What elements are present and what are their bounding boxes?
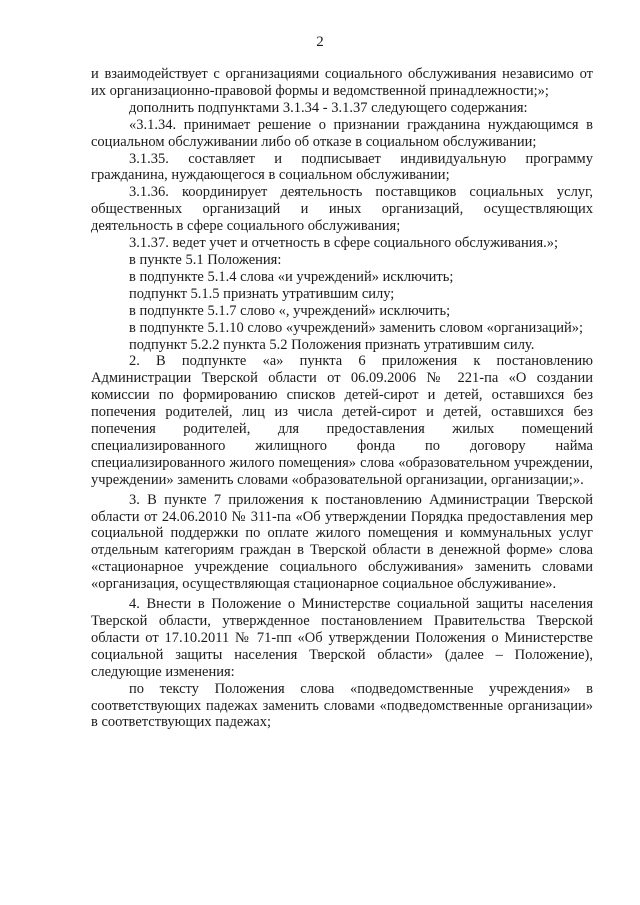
paragraph: 3.1.37. ведет учет и отчетность в сфере социального обслуживания.»;	[129, 235, 559, 252]
paragraph: 3.1.35. составляет и подписывает индивидуальную программу гражданина, нуждающегося в социальном обслуживании;	[91, 150, 593, 184]
paragraph: и взаимодействует с организациями социального обслуживания независимо от их организационно-правовой формы и ведомственной принадлежности;»;	[91, 66, 593, 99]
page-number: 2	[316, 34, 324, 50]
paragraph: в подпункте 5.1.4 слова «и учреждений» исключить;	[129, 268, 454, 285]
paragraph: 3. В пункте 7 приложения к постановлению Администрации Тверской области от 24.06.2010 № 311-па «Об утверждении Порядка предоставления мер социальной поддержки по оплате жилого помещения и коммунальных услуг отдельным категориям граждан в Тверской области в денежной форме» слова «стационарное учреждение социального обслуживания» заменить словами «организация, осуществляющая стационарное социальное обслуживание».	[91, 491, 593, 593]
paragraph: по тексту Положения слова «подведомственные учреждения» в соответствующих падежах заменить словами «подведомственные организации» в соответствующих падежах;	[91, 680, 593, 731]
paragraph: «3.1.34. принимает решение о признании гражданина нуждающимся в социальном обслуживании либо об отказе в социальном обслуживании;	[91, 116, 593, 150]
paragraph: дополнить подпунктами 3.1.34 - 3.1.37 следующего содержания:	[129, 99, 528, 116]
paragraph: в подпункте 5.1.7 слово «, учреждений» исключить;	[129, 302, 451, 319]
paragraph: 3.1.36. координирует деятельность поставщиков социальных услуг, общественных организаций и иных организаций, осуществляющих деятельность в сфере социального обслуживания;	[91, 184, 593, 235]
paragraph: 2. В подпункте «а» пункта 6 приложения к постановлению Администрации Тверской области от 06.09.2006 № 221-па «О создании комиссии по формированию списков детей-сирот и детей, оставшихся без попечения родителей, лиц из числа детей-сирот и детей, оставшихся без попечения родителей, для предоставления жилых помещений специализированного жилищного фонда по договору найма специализированного жилого помещения» слова «образовательном учреждении, учреждении» заменить словами «образовательной организации, организации;».	[91, 353, 593, 488]
document-body	[91, 66, 593, 731]
paragraph: подпункт 5.1.5 признать утратившим силу;	[129, 285, 395, 302]
paragraph: в пункте 5.1 Положения:	[129, 251, 282, 268]
paragraph: в подпункте 5.1.10 слово «учреждений» заменить словом «организаций»;	[129, 319, 584, 336]
paragraph: подпункт 5.2.2 пункта 5.2 Положения признать утратившим силу.	[129, 336, 535, 353]
paragraph: 4. Внести в Положение о Министерстве социальной защиты населения Тверской области, утвержденное постановлением Правительства Тверской области от 17.10.2011 № 71-пп «Об утверждении Положения о Министерстве социальной защиты населения Тверской области» (далее – Положение), следующие изменения:	[91, 596, 593, 680]
